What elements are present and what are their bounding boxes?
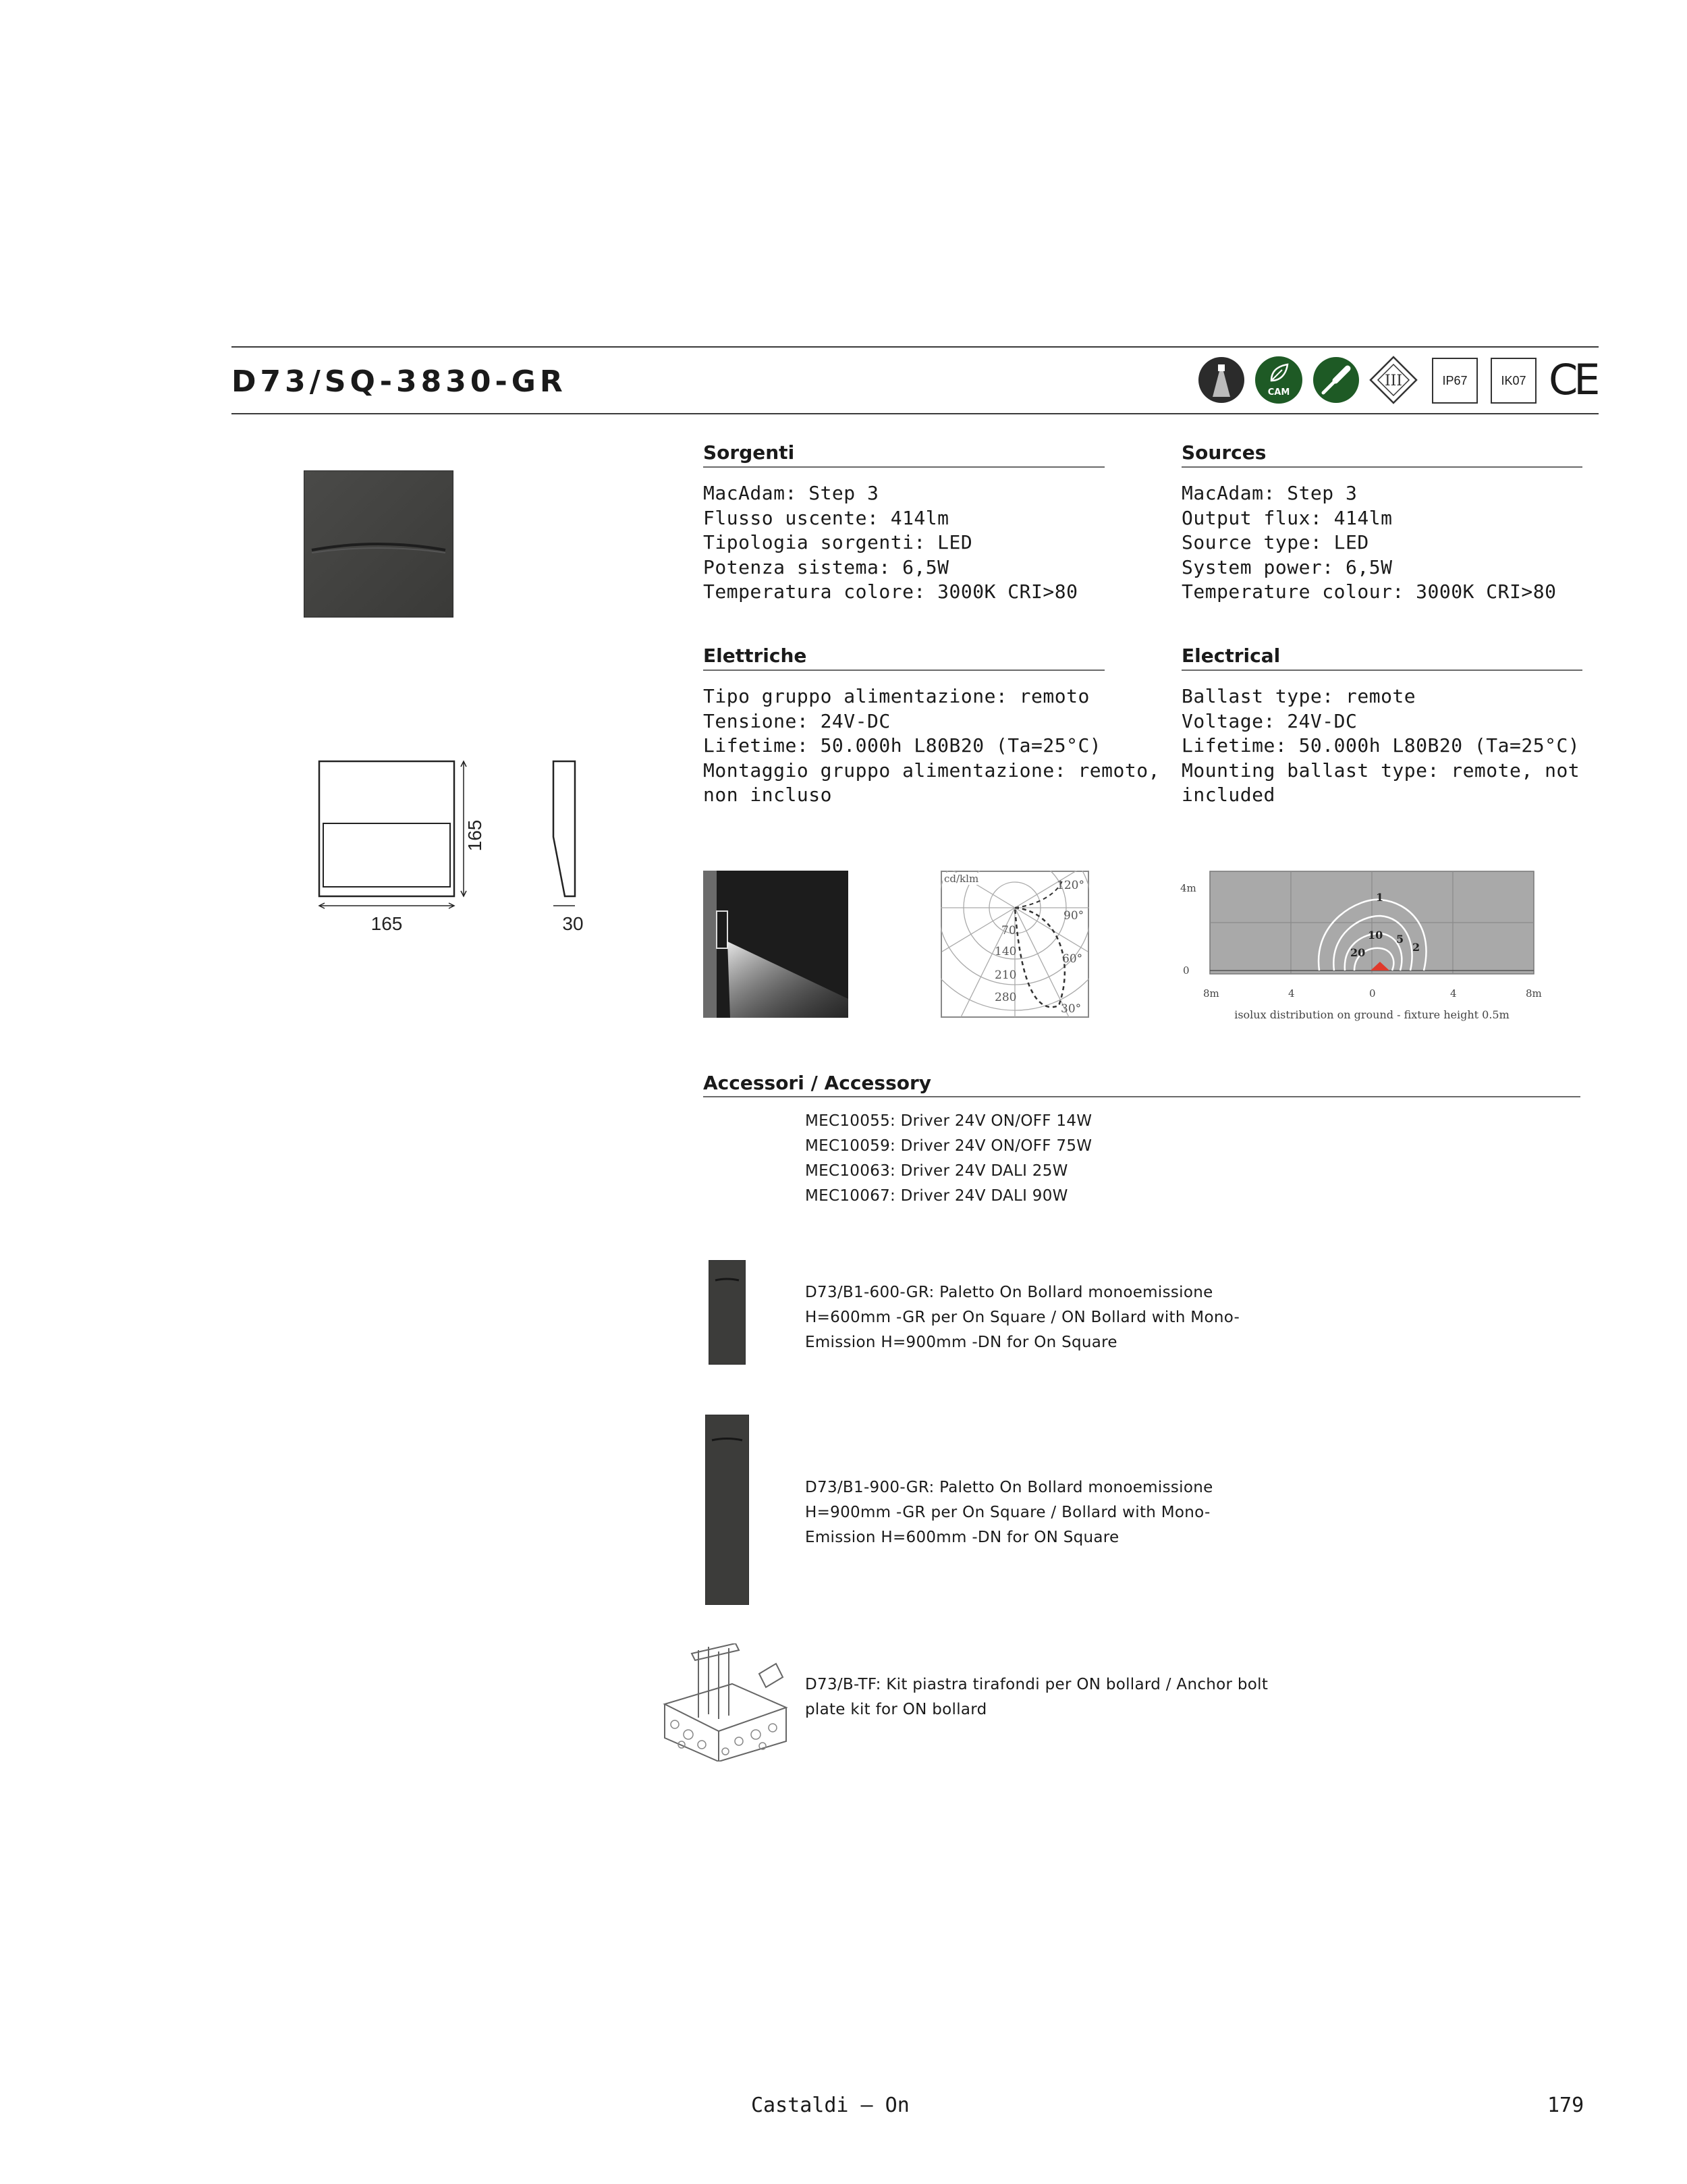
bollard-900-image	[705, 1415, 749, 1605]
badge-row	[1198, 355, 1603, 405]
list-item: MEC10067: Driver 24V DALI 90W	[805, 1187, 1068, 1205]
spec-line: Potenza sistema: 6,5W	[703, 555, 949, 578]
ce-mark: CE	[1549, 355, 1597, 404]
anchor-kit-image	[658, 1643, 793, 1762]
polar-angle-label: 60°	[1062, 952, 1083, 966]
text-line: Emission H=900mm -DN for On Square	[805, 1334, 1117, 1351]
text-line: D73/B1-900-GR: Paletto On Bollard monoemissione	[805, 1479, 1213, 1496]
page-number: 179	[1547, 2094, 1584, 2117]
polar-ring-label: 140	[995, 945, 1017, 958]
spec-line: Tipo gruppo alimentazione: remoto	[703, 685, 1090, 707]
sources-en-rule	[1182, 466, 1582, 468]
text-line: D73/B1-600-GR: Paletto On Bollard monoemissione	[805, 1284, 1213, 1301]
spec-line: non incluso	[703, 784, 832, 806]
electrical-it-list	[703, 684, 1160, 808]
isolux-contour-label: 1	[1376, 891, 1384, 904]
beam-render	[703, 871, 848, 1018]
product-code-title: D73/SQ-3830-GR	[231, 364, 567, 399]
bollard-600-description	[805, 1280, 1240, 1355]
cam-label: CAM	[1267, 387, 1290, 398]
sources-it-list	[703, 481, 1078, 605]
electrical-en-rule	[1182, 670, 1582, 671]
spec-line: System power: 6,5W	[1182, 555, 1393, 578]
polar-unit-label: cd/klm	[944, 873, 979, 885]
isolux-x-label: 4	[1288, 987, 1295, 1000]
spec-line: Voltage: 24V-DC	[1182, 709, 1358, 732]
isolux-caption: isolux distribution on ground - fixture height 0.5m	[1234, 1008, 1510, 1021]
class-label: III	[1384, 373, 1403, 389]
cam-badge	[1255, 356, 1302, 404]
accessories-heading: Accessori / Accessory	[703, 1072, 932, 1094]
leaf-icon	[1267, 362, 1290, 385]
spec-line: Tensione: 24V-DC	[703, 709, 891, 732]
isolux-y-label: 0	[1183, 964, 1190, 977]
class-iii-icon	[1368, 355, 1418, 405]
sources-it-rule	[703, 466, 1105, 468]
polar-ring-label: 70	[1001, 924, 1016, 937]
polar-angle-label: 90°	[1063, 909, 1084, 923]
ip-badge: IP67	[1432, 358, 1478, 404]
isolux-diagram	[1178, 867, 1555, 1056]
polar-ring-label: 210	[995, 968, 1017, 982]
text-line: Emission H=600mm -DN for ON Square	[805, 1529, 1119, 1546]
isolux-y-label: 4m	[1180, 882, 1196, 894]
light-beam-icon	[1198, 356, 1245, 404]
spec-line: MacAdam: Step 3	[703, 482, 879, 504]
polar-ring-label: 280	[995, 991, 1017, 1004]
width-dimension-label: 165	[370, 913, 403, 934]
list-item: MEC10059: Driver 24V ON/OFF 75W	[805, 1137, 1093, 1155]
spec-line: MacAdam: Step 3	[1182, 482, 1358, 504]
spec-line: Source type: LED	[1182, 531, 1369, 553]
text-line: H=600mm -GR per On Square / ON Bollard with Mono-	[805, 1309, 1240, 1326]
text-line: D73/B-TF: Kit piastra tirafondi per ON bollard / Anchor bolt	[805, 1676, 1269, 1693]
product-photo	[304, 470, 453, 618]
sources-it-heading: Sorgenti	[703, 441, 795, 464]
ik-badge: IK07	[1491, 358, 1537, 404]
spec-line: Lifetime: 50.000h L80B20 (Ta=25°C)	[1182, 734, 1580, 757]
spec-line: included	[1182, 784, 1275, 806]
height-dimension-label: 165	[464, 819, 485, 852]
electrical-it-heading: Elettriche	[703, 645, 807, 667]
anchor-kit-description	[805, 1672, 1268, 1722]
isolux-contour-label: 2	[1412, 941, 1420, 954]
text-line: plate kit for ON bollard	[805, 1701, 987, 1718]
header-top-rule	[231, 346, 1599, 348]
footer-brand: Castaldi — On	[751, 2094, 910, 2117]
isolux-x-label: 8m	[1526, 987, 1542, 1000]
header-bottom-rule	[231, 413, 1599, 414]
sources-en-list	[1182, 481, 1556, 605]
electrical-it-rule	[703, 670, 1105, 671]
bollard-900-description	[805, 1475, 1213, 1550]
spec-line: Temperature colour: 3000K CRI>80	[1182, 580, 1557, 603]
polar-angle-label: 120°	[1057, 879, 1084, 892]
list-item: MEC10063: Driver 24V DALI 25W	[805, 1162, 1068, 1180]
isolux-contour-label: 5	[1396, 933, 1404, 946]
electrical-en-heading: Electrical	[1182, 645, 1281, 667]
spec-line: Tipologia sorgenti: LED	[703, 531, 973, 553]
bollard-600-image	[709, 1260, 746, 1365]
spec-line: Montaggio gruppo alimentazione: remoto,	[703, 759, 1160, 782]
list-item: MEC10055: Driver 24V ON/OFF 14W	[805, 1112, 1093, 1130]
driver-list	[805, 1109, 1092, 1209]
isolux-x-label: 8m	[1203, 987, 1219, 1000]
isolux-x-label: 4	[1450, 987, 1457, 1000]
polar-diagram	[941, 871, 1089, 1018]
spec-line: Ballast type: remote	[1182, 685, 1416, 707]
depth-dimension-label: 30	[562, 913, 584, 934]
spec-line: Output flux: 414lm	[1182, 506, 1393, 529]
spec-line: Flusso uscente: 414lm	[703, 506, 949, 529]
sources-en-heading: Sources	[1182, 441, 1267, 464]
spec-line: Mounting ballast type: remote, not	[1182, 759, 1580, 782]
isolux-contour-label: 20	[1350, 946, 1366, 959]
polar-angle-label: 30°	[1061, 1002, 1082, 1016]
isolux-contour-label: 10	[1368, 929, 1383, 941]
spec-line: Temperatura colore: 3000K CRI>80	[703, 580, 1078, 603]
electrical-en-list	[1182, 684, 1580, 808]
isolux-x-label: 0	[1369, 987, 1376, 1000]
dimension-drawing	[307, 749, 597, 945]
accessories-rule	[703, 1096, 1580, 1097]
text-line: H=900mm -GR per On Square / Bollard with Mono-	[805, 1504, 1211, 1521]
screwdriver-icon	[1312, 356, 1360, 404]
spec-line: Lifetime: 50.000h L80B20 (Ta=25°C)	[703, 734, 1102, 757]
